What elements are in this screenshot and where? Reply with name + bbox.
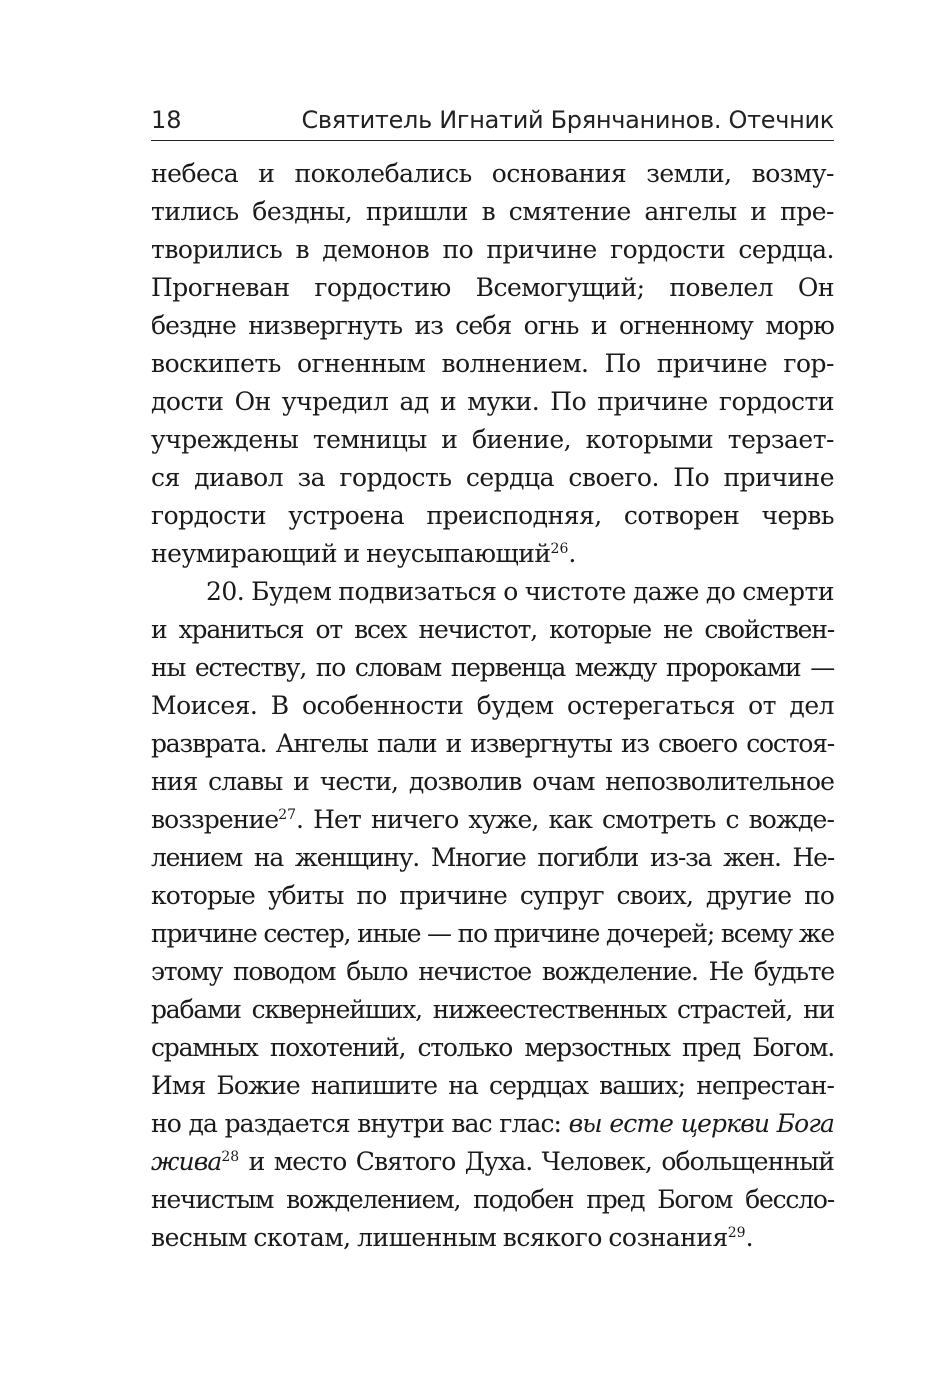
italic-quote: жива: [151, 1147, 222, 1176]
text-line: разврата. Ангелы пали и извергнуты из своего состоя-: [151, 729, 834, 758]
text-line: [151, 1105, 834, 1143]
text-fragment: и место Святого Духа. Человек, обольщенный: [239, 1147, 834, 1176]
text-line: этому поводом было нечистое вожделение. Не будьте: [151, 957, 834, 986]
text-line-last: [151, 1219, 834, 1257]
text-fragment: весным скотам, лишенным всякого сознания: [151, 1223, 728, 1252]
text-line: ния славы и чести, дозволив очам непозволительное: [151, 767, 834, 796]
text-line: и храниться от всех нечистот, которые не свойствен-: [151, 615, 834, 644]
text-line: Прогневан гордостию Всемогущий; повелел Он: [151, 273, 834, 302]
text-line: причине сестер, иные — по причине дочерей; всему же: [151, 919, 834, 948]
text-line: небеса и поколебались основания земли, возму-: [151, 159, 834, 188]
page-number: 18: [151, 106, 182, 134]
text-fragment: воззрение: [151, 805, 279, 834]
text-fragment: . Нет ничего хуже, как смотреть с вожде-: [296, 805, 834, 834]
text-fragment: .: [568, 539, 576, 568]
running-title: Святитель Игнатий Брянчанинов. Отечник: [301, 106, 834, 134]
paragraph-2: [151, 573, 834, 1257]
text-line: [151, 1143, 834, 1181]
running-head: [151, 104, 834, 141]
text-line: гордости устроена преисподняя, сотворен червь: [151, 501, 834, 530]
text-line-last: [151, 535, 834, 573]
text-line: учреждены темницы и биение, которыми терзает-: [151, 425, 834, 454]
footnote-ref-29[interactable]: 29: [727, 1225, 746, 1241]
text-line: Моисея. В особенности будем остерегаться от дел: [151, 691, 834, 720]
text-line: лением на женщину. Многие погибли из-за жен. Не-: [151, 843, 834, 872]
text-line: которые убиты по причине супруг своих, другие по: [151, 881, 834, 910]
footnote-ref-27[interactable]: 27: [278, 807, 297, 823]
italic-quote: вы есте церкви Бога: [568, 1109, 834, 1138]
paragraph-1: [151, 155, 834, 573]
text-line: рабами сквернейших, нижеестественных страстей, ни: [151, 995, 834, 1024]
text-line: воскипеть огненным волнением. По причине гор-: [151, 349, 834, 378]
text-line: [151, 801, 834, 839]
text-fragment: но да раздается внутри вас глас:: [151, 1109, 569, 1138]
text-line: Имя Божие напишите на сердцах ваших; непрестан-: [151, 1071, 834, 1100]
text-line: бездне низвергнуть из себя огнь и огненному морю: [151, 311, 834, 340]
text-line: дости Он учредил ад и муки. По причине гордости: [151, 387, 834, 416]
body-text: [151, 155, 834, 1257]
text-line-first: 20. Будем подвизаться о чистоте даже до смерти: [206, 577, 834, 606]
text-fragment: .: [745, 1223, 754, 1252]
text-line: нечистым вожделением, подобен пред Богом бессло-: [151, 1185, 834, 1214]
text-line: тились бездны, пришли в смятение ангелы и пре-: [151, 197, 834, 226]
text-fragment: неумирающий и неусыпающий: [151, 539, 551, 568]
text-line: ны естеству, по словам первенца между пророками —: [151, 653, 834, 682]
footnote-ref-28[interactable]: 28: [221, 1149, 240, 1165]
text-line: творились в демонов по причине гордости сердца.: [151, 235, 834, 264]
text-line: срамных похотений, столько мерзостных пред Богом.: [151, 1033, 834, 1062]
footnote-ref-26[interactable]: 26: [550, 541, 569, 557]
text-line: ся диавол за гордость сердца своего. По причине: [151, 463, 834, 492]
